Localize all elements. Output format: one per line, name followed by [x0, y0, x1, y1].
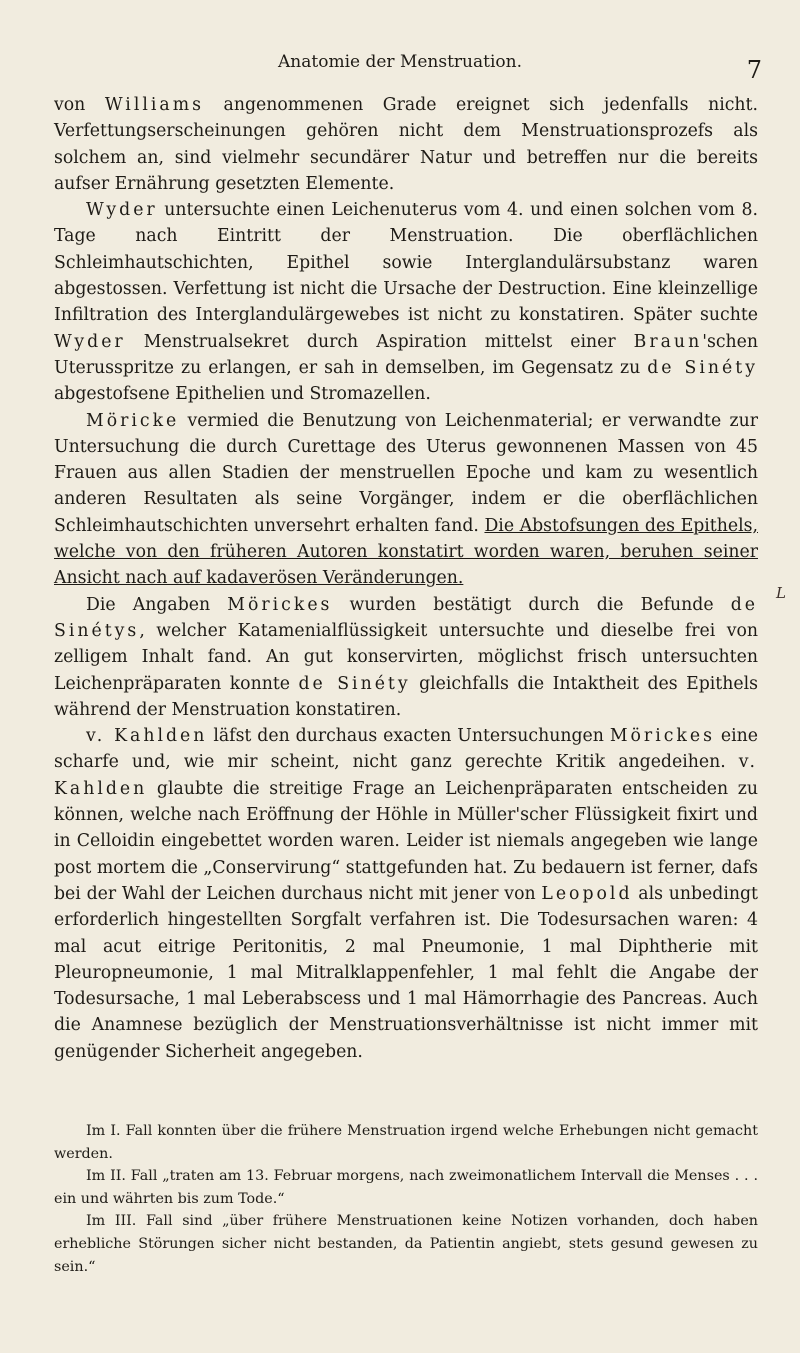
text-run: abgestofsene Epithelien und Stromazellen.	[54, 384, 431, 405]
author-name: Mörickes	[227, 594, 333, 615]
footnote: Im III. Fall sind „über frühere Menstruationen keine Notizen vorhanden, doch haben erhebliche Störungen sicher nicht bestanden, da Patientin angiebt, stets gesund gewesen zu sein.“	[54, 1213, 758, 1275]
paragraph-1	[54, 92, 758, 197]
author-name: Leopold	[541, 883, 633, 904]
author-name: v. Kahlden	[86, 726, 208, 747]
paragraph-4	[54, 592, 758, 723]
page-number: 7	[746, 56, 762, 84]
author-name: Mörickes	[609, 726, 715, 747]
margin-annotation: L	[776, 584, 786, 602]
text-run: , welcher Katamenialflüssigkeit untersuchte und dieselbe frei von zelligem Inhalt fand. An gut konservirten, möglichst frisch untersuchten Leichenpräparaten konnte	[54, 620, 758, 694]
footnote: Im II. Fall „traten am 13. Februar morgens, nach zweimonatlichem Intervall die Menses . . . ein und währten bis zum Tode.“	[54, 1168, 758, 1207]
author-name: Braun	[633, 331, 703, 352]
author-name: v. Kahlden	[54, 752, 758, 799]
text-run: glaubte die streitige Frage an Leichenpräparaten entscheiden zu können, welche nach Eröffnung der Höhle in Müller'scher Flüssigkeit fixirt und in Celloidin eingebettet worden waren. Leider ist niemals angegeben wie lange post mortem die „Conservirung“ stattgefunden hat. Zu bedauern ist ferner, dafs bei der Wahl der Leichen durchaus nicht mit jener von	[54, 778, 758, 904]
footnote: Im I. Fall konnten über die frühere Menstruation irgend welche Erhebungen nicht gemacht werden.	[54, 1123, 758, 1162]
author-name: de Sinétys	[54, 594, 758, 641]
author-name: Wyder	[86, 200, 158, 221]
text-run: vermied die Benutzung von Leichenmaterial; er verwandte zur Untersuchung die durch Curettage des Uterus gewonnenen Massen von 45 Frauen aus allen Stadien der menstruellen Epoche und kam zu wesentlich anderen Resultaten als seine Vorgänger, indem er die oberflächlichen Schleimhautschichten unversehrt erhalten fand.	[54, 410, 758, 536]
underlined-passage: Die Abstofsungen des Epithels, welche von den früheren Autoren konstatirt worden waren, beruhen seiner Ansicht nach auf kadaverösen Veränderungen.	[54, 515, 758, 589]
paragraph-5	[54, 723, 758, 1065]
paragraph-3	[54, 408, 758, 592]
author-name: de Sinéty	[647, 357, 758, 378]
text-run: wurden bestätigt durch die Befunde	[332, 594, 731, 615]
text-run: von	[54, 95, 105, 115]
text-run: 'schen Uterusspritze zu erlangen, er sah in demselben, im Gegensatz zu	[54, 331, 758, 378]
text-run: Menstrualsekret durch Aspiration mittelst einer	[125, 331, 634, 352]
author-name: de Sinéty	[298, 673, 411, 694]
text-run: angenommenen Grade ereignet sich jedenfalls nicht. Verfettungserscheinungen gehören nicht dem Menstruationsprozefs als solchem an, sind vielmehr secundärer Natur und betreffen nur die bereits aufser Ernährung gesetzten Elemente.	[54, 95, 758, 194]
author-name: Williams	[104, 95, 204, 115]
paragraph-2	[54, 197, 758, 407]
text-run: eine scharfe und, wie mir scheint, nicht ganz gerechte Kritik angedeihen.	[54, 726, 758, 773]
author-name: Möricke	[86, 410, 180, 431]
running-header: Anatomie der Menstruation.	[278, 52, 522, 72]
body-text	[54, 92, 758, 1065]
text-run: untersuchte einen Leichenuterus vom 4. und einen solchen vom 8. Tage nach Eintritt der Menstruation. Die oberflächlichen Schleimhautschichten, Epithel sowie Interglandulärsubstanz waren abgestossen. Verfettung ist nicht die Ursache der Destruction. Eine kleinzellige Infiltration des Interglandulärgewebes ist nicht zu konstatiren. Später suchte	[54, 200, 758, 326]
text-run: gleichfalls die Intaktheit des Epithels während der Menstruation konstatiren.	[54, 673, 758, 720]
text-run: als unbedingt erforderlich hingestellten Sorgfalt verfahren ist. Die Todesursachen waren: 4 mal acut eitrige Peritonitis, 2 mal Pneumonie, 1 mal Diphtherie mit Pleuropneumonie, 1 mal Mitralklappenfehler, 1 mal fehlt die Angabe der Todesursache, 1 mal Leberabscess und 1 mal Hämorrhagie des Pancreas. Auch die Anamnese bezüglich der Menstruationsverhältnisse ist nicht immer mit genügender Sicherheit angegeben.	[54, 883, 759, 1062]
text-run: läfst den durchaus exacten Untersuchungen	[207, 726, 610, 747]
footnotes	[54, 1120, 758, 1278]
text-run: Die Angaben	[86, 594, 228, 615]
author-name: Wyder	[54, 331, 126, 352]
